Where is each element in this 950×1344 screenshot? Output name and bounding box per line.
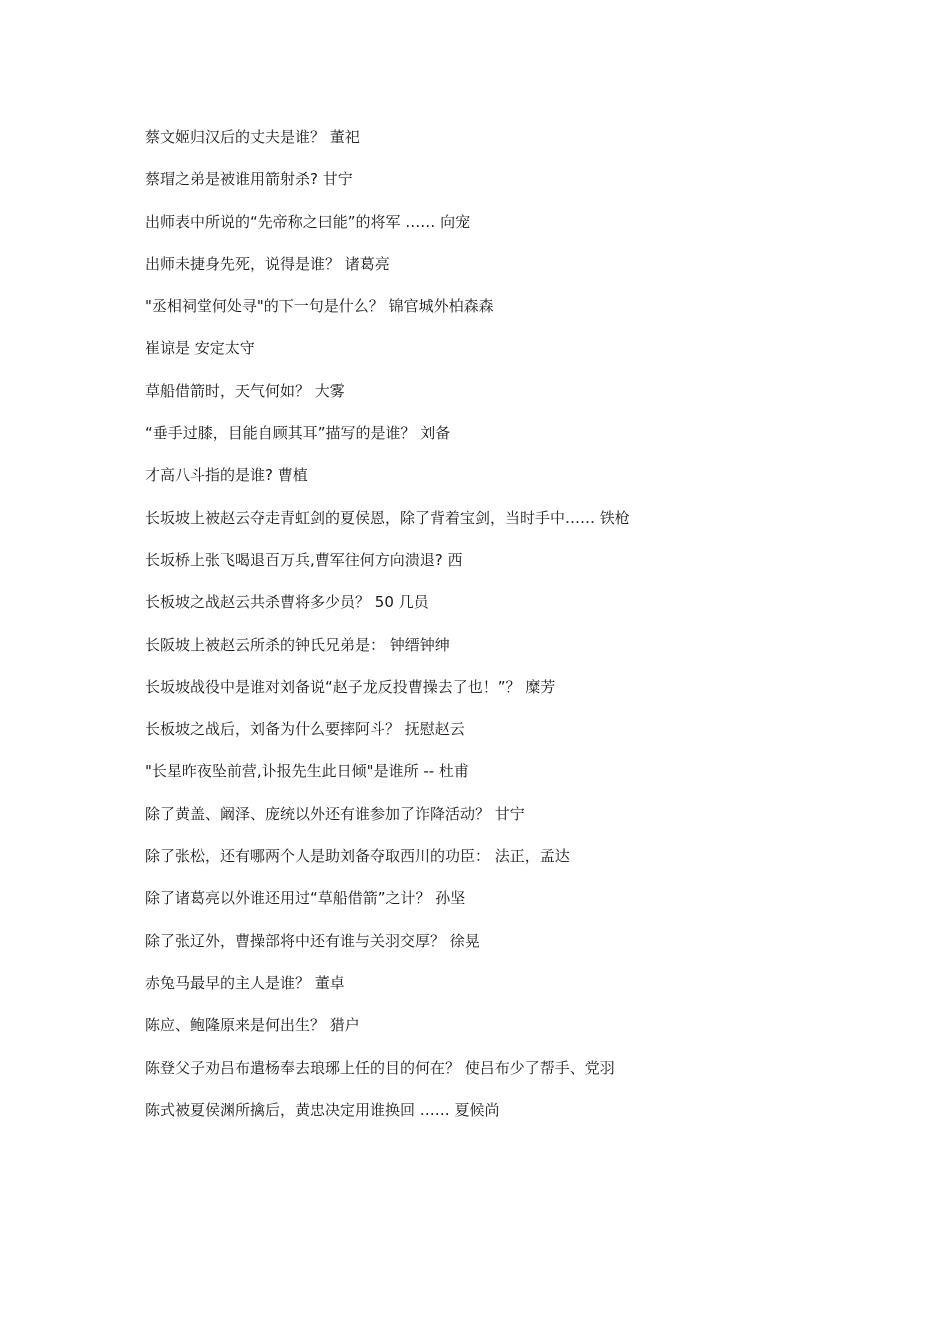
- qa-line: "长星昨夜坠前营,讣报先生此日倾"是谁所 -- 杜甫: [145, 762, 469, 781]
- qa-line: 除了诸葛亮以外谁还用过“草船借箭”之计？ 孙坚: [145, 889, 466, 908]
- qa-line: 长坂坡上被赵云夺走青虹剑的夏侯恩，除了背着宝剑，当时手中…… 铁枪: [145, 508, 630, 527]
- qa-line: 出师未捷身先死，说得是谁？ 诸葛亮: [145, 254, 390, 273]
- qa-line: 出师表中所说的“先帝称之曰能”的将军 …… 向宠: [145, 212, 471, 231]
- qa-line: 赤兔马最早的主人是谁？ 董卓: [145, 973, 345, 992]
- qa-line: 除了黄盖、阚泽、庞统以外还有谁参加了诈降活动？ 甘宁: [145, 804, 525, 823]
- qa-line: “垂手过膝，目能自顾其耳”描写的是谁？ 刘备: [145, 424, 451, 443]
- qa-line: 陈登父子劝吕布遣杨奉去琅琊上任的目的何在？ 使吕布少了帮手、党羽: [145, 1058, 615, 1077]
- qa-line: 除了张松，还有哪两个人是助刘备夺取西川的功臣： 法正，孟达: [145, 847, 570, 866]
- qa-line: 蔡文姬归汉后的丈夫是谁？ 董祀: [145, 128, 360, 146]
- qa-line: 除了张辽外，曹操部将中还有谁与关羽交厚？ 徐晃: [145, 931, 480, 950]
- qa-line: 崔谅是 安定太守: [145, 339, 255, 358]
- qa-line: "丞相祠堂何处寻"的下一句是什么？ 锦官城外柏森森: [145, 297, 494, 316]
- qa-line: 长阪坡上被赵云所杀的钟氏兄弟是： 钟缙钟绅: [145, 635, 450, 654]
- qa-line: 陈式被夏侯渊所擒后，黄忠决定用谁换回 …… 夏候尚: [145, 1100, 500, 1119]
- qa-line: 陈应、鲍隆原来是何出生？ 猎户: [145, 1016, 360, 1035]
- qa-line: 长坂坡战役中是谁对刘备说“赵子龙反投曹操去了也！”？ 糜芳: [145, 677, 556, 696]
- qa-list: [145, 124, 905, 1139]
- qa-line: 才高八斗指的是谁? 曹植: [145, 466, 308, 485]
- qa-line: 长板坡之战后，刘备为什么要摔阿斗？ 抚慰赵云: [145, 720, 465, 739]
- qa-line: 蔡瑁之弟是被谁用箭射杀? 甘宁: [145, 170, 353, 189]
- qa-line: 草船借箭时，天气何如？ 大雾: [145, 381, 345, 400]
- qa-line: 长坂桥上张飞喝退百万兵,曹军往何方向溃退? 西: [145, 550, 463, 569]
- qa-line: 长板坡之战赵云共杀曹将多少员？ 50 几员: [145, 593, 429, 612]
